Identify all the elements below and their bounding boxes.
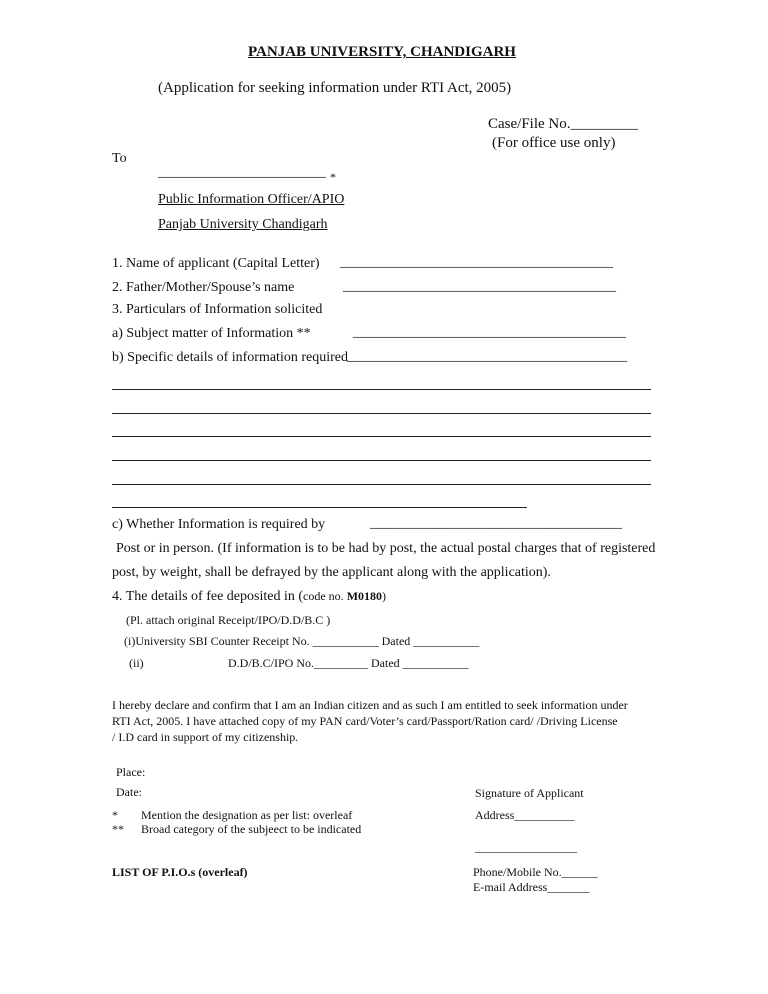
address-field: Address__________ bbox=[475, 808, 575, 822]
writing-line bbox=[112, 507, 527, 508]
writing-line bbox=[112, 460, 651, 461]
office-use-note: (For office use only) bbox=[492, 135, 616, 151]
date-label: Date: bbox=[116, 785, 142, 799]
particulars-label: 3. Particulars of Information solicited bbox=[112, 302, 323, 317]
place-label: Place: bbox=[116, 765, 146, 779]
fee-code-prefix: code no. bbox=[303, 589, 347, 603]
subject-blank: _______________________________________ bbox=[353, 325, 626, 340]
list-pios: LIST OF P.I.O.s (overleaf) bbox=[112, 865, 248, 879]
post-text-2: post, by weight, shall be defrayed by the applicant along with the application). bbox=[112, 565, 551, 580]
email-field: E-mail Address_______ bbox=[473, 880, 590, 894]
designation-blank: ________________________ bbox=[158, 165, 326, 180]
writing-line bbox=[112, 413, 651, 414]
specific-label: b) Specific details of information required bbox=[112, 350, 348, 365]
name-blank: _______________________________________ bbox=[340, 255, 613, 270]
declaration-line-1: I hereby declare and confirm that I am an Indian citizen and as such I am entitled to seek information under bbox=[112, 698, 628, 712]
fee-close: ) bbox=[382, 589, 387, 603]
whether-blank: ____________________________________ bbox=[370, 516, 622, 531]
signature-label: Signature of Applicant bbox=[475, 786, 584, 800]
to-label: To bbox=[112, 151, 127, 166]
specific-blank: ________________________________________ bbox=[347, 349, 627, 364]
address-blank: _________________ bbox=[475, 840, 577, 854]
attach-note: (Pl. attach original Receipt/IPO/D.D/B.C ) bbox=[126, 613, 331, 627]
page-subtitle: (Application for seeking information under RTI Act, 2005) bbox=[158, 80, 512, 96]
dd-line: D.D/B.C/IPO No._________ Dated ___________ bbox=[228, 656, 469, 670]
fee-label-text: 4. The details of fee deposited in ( bbox=[112, 589, 304, 604]
page-title: PANJAB UNIVERSITY, CHANDIGARH bbox=[248, 44, 516, 60]
designation-star: * bbox=[330, 170, 336, 184]
receipt-line: (i)University SBI Counter Receipt No. ___________ Dated ___________ bbox=[124, 634, 480, 648]
writing-line bbox=[112, 436, 651, 437]
university-name: Panjab University Chandigarh bbox=[158, 217, 328, 232]
writing-line bbox=[112, 484, 651, 485]
father-blank: _______________________________________ bbox=[343, 279, 616, 294]
fee-label bbox=[112, 589, 386, 605]
subject-label: a) Subject matter of Information ** bbox=[112, 326, 311, 341]
writing-line bbox=[112, 389, 651, 390]
declaration-line-2: RTI Act, 2005. I have attached copy of my PAN card/Voter’s card/Passport/Ration card/ /Driving License bbox=[112, 714, 618, 728]
note-1-mark: * bbox=[112, 808, 118, 822]
declaration-line-3: / I.D card in support of my citizenship. bbox=[112, 730, 299, 744]
ii-label: (ii) bbox=[129, 656, 144, 670]
whether-label: c) Whether Information is required by bbox=[112, 517, 326, 532]
name-label: 1. Name of applicant (Capital Letter) bbox=[112, 256, 320, 271]
note-1: Mention the designation as per list: overleaf bbox=[141, 808, 353, 822]
phone-field: Phone/Mobile No.______ bbox=[473, 865, 598, 879]
note-2: Broad category of the subjeect to be indicated bbox=[141, 822, 362, 836]
fee-code: M0180 bbox=[346, 589, 383, 603]
case-file-field: Case/File No._________ bbox=[488, 116, 638, 132]
officer-title: Public Information Officer/APIO bbox=[158, 192, 345, 207]
father-label: 2. Father/Mother/Spouse’s name bbox=[112, 280, 295, 295]
post-text-1: Post or in person. (If information is to be had by post, the actual postal charges that of registered bbox=[116, 541, 656, 556]
note-2-mark: ** bbox=[112, 822, 124, 836]
